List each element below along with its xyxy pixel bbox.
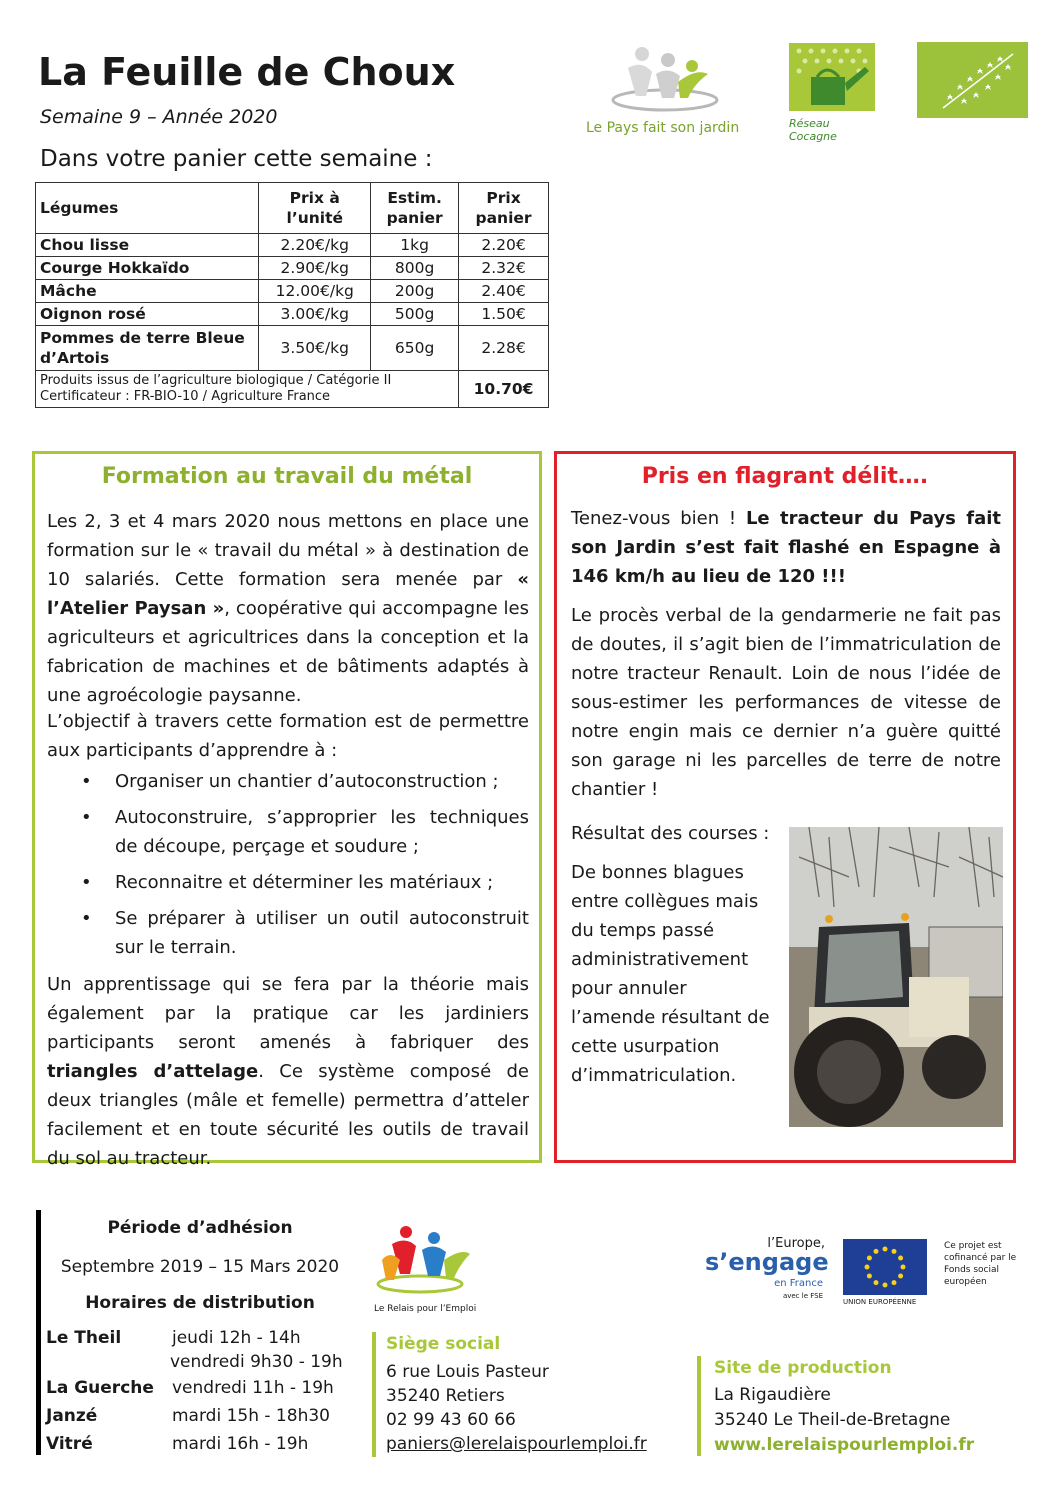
formation-objective: L’objectif à travers cette formation est de permettre aux participants d’apprendre à : bbox=[47, 711, 529, 761]
basket-total: 10.70€ bbox=[459, 371, 549, 408]
vegetable-name: Oignon rosé bbox=[36, 303, 259, 326]
table-footer-row bbox=[36, 371, 549, 408]
schedule-times: vendredi 11h - 19h bbox=[172, 1378, 334, 1398]
eu-organic-logo bbox=[917, 42, 1028, 118]
organic-leaf-icon bbox=[917, 42, 1028, 118]
formation-paragraph: Un apprentissage qui se fera par la théorie mais également par la pratique car les jardiniers participants seront amenés à fabriquer des triangles d’attelage. Ce système composé de deux triangles (mâle et femelle) permettra d’atteler facilement et en toute sécurité les outils de travail du sol au tracteur. bbox=[47, 974, 529, 1169]
europe-line: en France bbox=[774, 1278, 823, 1289]
watering-can-icon bbox=[789, 43, 875, 111]
basket-price: 1.50€ bbox=[459, 303, 549, 326]
formation-paragraph bbox=[47, 507, 529, 710]
basket-price: 2.20€ bbox=[459, 234, 549, 257]
list-item: • Organiser un chantier d’autoconstruction ; bbox=[81, 767, 529, 796]
basket-price: 2.28€ bbox=[459, 326, 549, 371]
formation-title: Formation au travail du métal bbox=[101, 464, 473, 489]
schedule-times: vendredi 9h30 - 19h bbox=[170, 1352, 343, 1372]
siege-phone: 02 99 43 60 66 bbox=[386, 1410, 516, 1430]
bullet-icon: • bbox=[81, 807, 92, 828]
vegetable-name: Mâche bbox=[36, 280, 259, 303]
flagrant-paragraph: Le procès verbal de la gendarmerie ne fait pas de doutes, il s’agit bien de l’immatriculation de notre tracteur Renault. Loin de nous l’idée de sous-estimer les performances de vitesse de notre engin mais ce dernier n’a guère quitté son garage ni les parcelles de terre de notre chantier ! bbox=[571, 605, 1001, 800]
site-line: La Rigaudière bbox=[714, 1385, 831, 1405]
siege-title: Siège social bbox=[386, 1334, 501, 1354]
bullet-icon: • bbox=[81, 771, 92, 792]
page-subtitle: Semaine 9 – Année 2020 bbox=[40, 106, 278, 128]
panier-table bbox=[35, 182, 549, 408]
schedule-place: Janzé bbox=[46, 1406, 98, 1426]
siege-address bbox=[386, 1360, 647, 1456]
europe-line: avec le FSE bbox=[782, 1292, 823, 1300]
estimated-quantity: 1kg bbox=[371, 234, 459, 257]
people-logo-icon bbox=[580, 38, 750, 118]
tractor-image-icon bbox=[789, 827, 1003, 1127]
certification-line: Produits issus de l’agriculture biologique / Catégorie II bbox=[40, 373, 392, 388]
relais-caption: Le Relais pour l’Emploi bbox=[374, 1304, 477, 1314]
siege-line: 6 rue Louis Pasteur bbox=[386, 1362, 549, 1382]
table-row bbox=[36, 326, 549, 371]
europe-engage-word: s’engage bbox=[705, 1248, 829, 1276]
estimated-quantity: 650g bbox=[371, 326, 459, 371]
tractor-photo bbox=[789, 827, 1003, 1127]
certification-line: Certificateur : FR-BIO-10 / Agriculture France bbox=[40, 389, 331, 404]
panier-heading: Dans votre panier cette semaine : bbox=[40, 146, 433, 172]
atelier-paysan-emphasis: « l’Atelier Paysan » bbox=[47, 569, 529, 619]
vegetable-name: Chou lisse bbox=[36, 234, 259, 257]
formation-bullet-list bbox=[81, 767, 529, 969]
relais-people-icon bbox=[370, 1220, 480, 1300]
column-header: Estim. panier bbox=[371, 183, 459, 234]
basket-price: 2.40€ bbox=[459, 280, 549, 303]
unit-price: 3.00€/kg bbox=[259, 303, 371, 326]
triangles-emphasis: triangles d’attelage bbox=[47, 1061, 259, 1082]
basket-price: 2.32€ bbox=[459, 257, 549, 280]
horaires-title: Horaires de distribution bbox=[85, 1293, 315, 1313]
flagrant-paragraph: Résultat des courses : bbox=[571, 823, 770, 844]
list-item: • Reconnaitre et déterminer les matériaux ; bbox=[81, 868, 529, 897]
unit-price: 2.90€/kg bbox=[259, 257, 371, 280]
unit-price: 2.20€/kg bbox=[259, 234, 371, 257]
schedule-place: Vitré bbox=[46, 1434, 93, 1454]
table-row bbox=[36, 257, 549, 280]
vegetable-name: Courge Hokkaïdo bbox=[36, 257, 259, 280]
website-link[interactable]: www.lerelaispourlemploi.fr bbox=[714, 1435, 975, 1455]
logo-relais-emploi bbox=[370, 1220, 510, 1330]
schedule-times: mardi 15h - 18h30 bbox=[172, 1406, 330, 1426]
bullet-icon: • bbox=[81, 908, 92, 929]
column-header: Prix à l’unité bbox=[259, 183, 371, 234]
logo-pays-jardin bbox=[580, 38, 750, 138]
flagrant-paragraph: De bonnes blagues entre collègues mais du temps passé administrativement pour annuler l’amende résultant de cette usurpation d’immatriculation. bbox=[571, 862, 770, 1086]
vegetable-name: Pommes de terre Bleue d’Artois bbox=[36, 326, 259, 371]
adhesion-title: Période d’adhésion bbox=[107, 1218, 293, 1238]
eu-flag bbox=[843, 1239, 927, 1295]
list-item: • Autoconstruire, s’approprier les techniques de découpe, perçage et soudure ; bbox=[81, 803, 529, 861]
schedule-times: jeudi 12h - 14h bbox=[172, 1328, 301, 1348]
site-divider bbox=[697, 1356, 701, 1456]
siege-line: 35240 Retiers bbox=[386, 1386, 505, 1406]
formation-text: Les 2, 3 et 4 mars 2020 nous mettons en place une formation sur le « travail du métal » à destination de 10 salariés. Cette formation sera menée par bbox=[47, 511, 529, 590]
logo-jardin-caption: Le Pays fait son jardin bbox=[586, 120, 740, 136]
unit-price: 3.50€/kg bbox=[259, 326, 371, 371]
estimated-quantity: 500g bbox=[371, 303, 459, 326]
formation-box bbox=[32, 451, 542, 1169]
adhesion-dates: Septembre 2019 – 15 Mars 2020 bbox=[60, 1257, 340, 1277]
site-line: 35240 Le Theil-de-Bretagne bbox=[714, 1410, 951, 1430]
site-address bbox=[714, 1383, 974, 1458]
column-header: Légumes bbox=[36, 183, 259, 234]
estimated-quantity: 200g bbox=[371, 280, 459, 303]
siege-email-link[interactable]: paniers@lerelaispourlemploi.fr bbox=[386, 1434, 647, 1454]
flagrant-title: Pris en flagrant délit…. bbox=[641, 464, 929, 489]
table-row bbox=[36, 280, 549, 303]
siege-divider bbox=[372, 1332, 376, 1457]
logo-europe-engage bbox=[705, 1236, 829, 1306]
footer-divider bbox=[36, 1210, 41, 1455]
eu-stars-icon bbox=[843, 1239, 927, 1295]
schedule-times: mardi 16h - 19h bbox=[172, 1434, 309, 1454]
logo-reseau-cocagne bbox=[789, 43, 879, 143]
certification-note bbox=[36, 371, 459, 408]
ue-caption: UNION EUROPÉENNE bbox=[843, 1298, 917, 1306]
logo-cocagne-caption: Réseau Cocagne bbox=[789, 117, 837, 143]
table-row bbox=[36, 303, 549, 326]
page-title: La Feuille de Choux bbox=[38, 50, 456, 94]
flagrant-paragraph: Tenez-vous bien ! Le tracteur du Pays fait son Jardin s’est fait flashé en Espagne à 146 km/h au lieu de 120 !!! bbox=[571, 508, 1001, 587]
formation-text: , coopérative qui accompagne les agriculteurs et agricultrices dans la conception et la fabrication de machines et de bâtiments adaptés à une agroécologie paysanne. bbox=[47, 598, 529, 706]
bullet-icon: • bbox=[81, 872, 92, 893]
unit-price: 12.00€/kg bbox=[259, 280, 371, 303]
schedule-place: La Guerche bbox=[46, 1378, 154, 1398]
estimated-quantity: 800g bbox=[371, 257, 459, 280]
table-header-row bbox=[36, 183, 549, 234]
fse-text: Ce projet est cofinancé par le Fonds social européen bbox=[944, 1241, 1017, 1287]
list-item: • Se préparer à utiliser un outil autoconstruit sur le terrain. bbox=[81, 904, 529, 962]
table-row bbox=[36, 234, 549, 257]
schedule-place: Le Theil bbox=[46, 1328, 122, 1348]
column-header: Prix panier bbox=[459, 183, 549, 234]
europe-line: l’Europe, bbox=[767, 1236, 825, 1251]
site-title: Site de production bbox=[714, 1358, 892, 1378]
speeding-emphasis: Le tracteur du Pays fait son Jardin s’est fait flashé en Espagne à 146 km/h au lieu de 120 !!! bbox=[571, 508, 1001, 587]
